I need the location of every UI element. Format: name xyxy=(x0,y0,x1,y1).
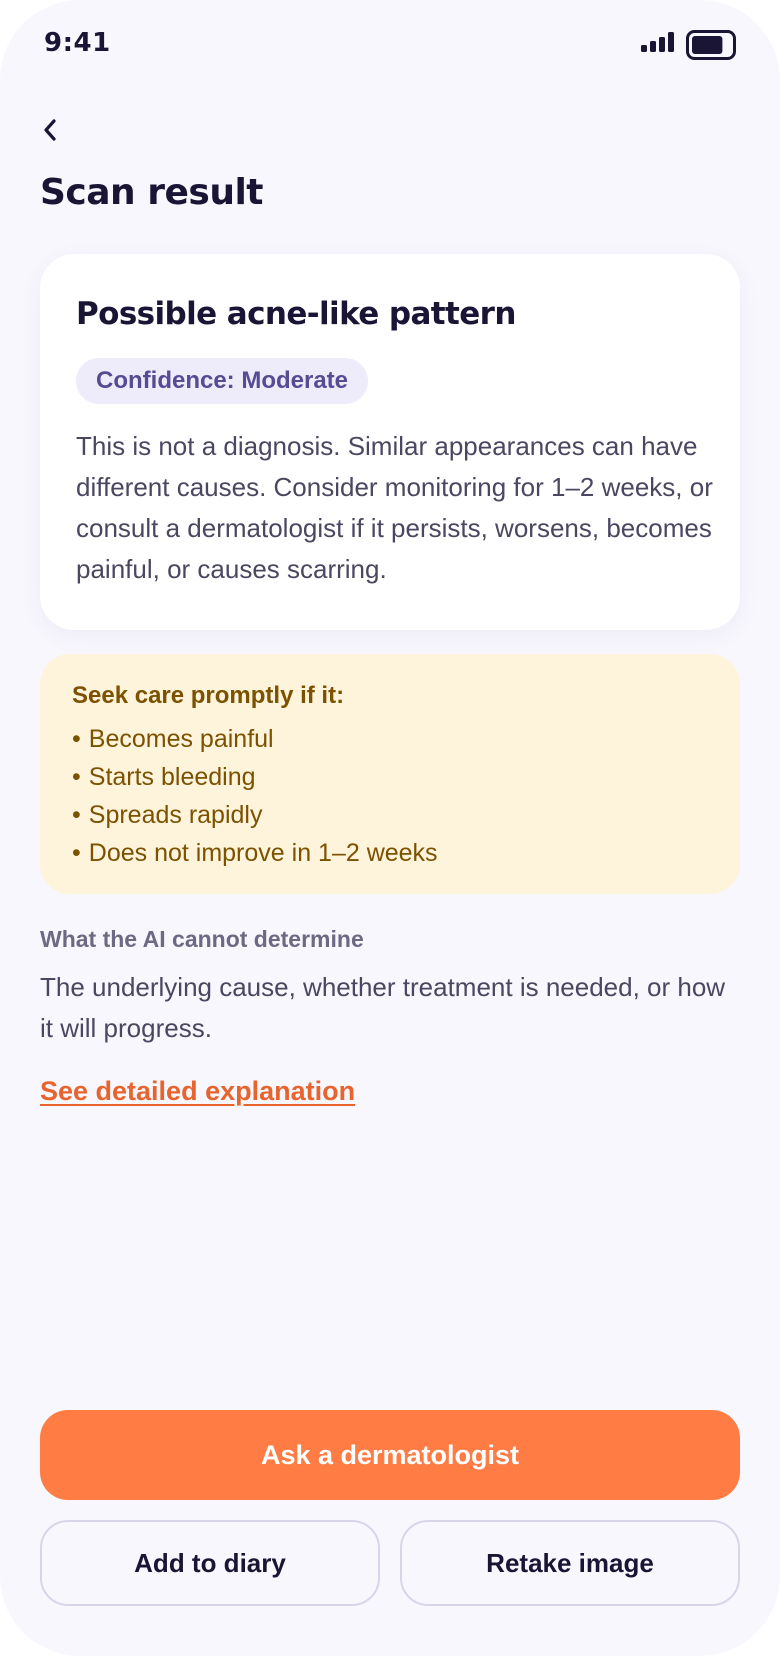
result-description: This is not a diagnosis. Similar appearances can have different causes. Consider monitoring for 1–2 weeks, or consult a dermatologist if it persists, worsens, becomes painful, or causes scarring. xyxy=(76,431,713,584)
result-title: Possible acne-like pattern xyxy=(76,296,516,332)
warning-item: • Does not improve in 1–2 weeks xyxy=(72,834,438,872)
add-to-diary-button[interactable]: Add to diary xyxy=(40,1520,380,1606)
detailed-explanation-link[interactable]: See detailed explanation xyxy=(40,1076,356,1106)
warning-item: • Spreads rapidly xyxy=(72,796,438,834)
battery-icon xyxy=(686,30,736,60)
chevron-left-icon xyxy=(40,115,60,145)
back-button[interactable] xyxy=(28,108,72,152)
signal-bars-icon xyxy=(641,32,675,52)
warning-item: • Becomes painful xyxy=(72,720,438,758)
limits-text: The underlying cause, whether treatment is needed, or how it will progress. xyxy=(40,972,726,1043)
ask-dermatologist-button[interactable]: Ask a dermatologist xyxy=(40,1410,740,1500)
confidence-badge: Confidence: Moderate xyxy=(76,358,368,404)
warning-title: Seek care promptly if it: xyxy=(72,682,345,709)
status-time: 9:41 xyxy=(44,28,111,58)
page-title: Scan result xyxy=(40,172,263,213)
retake-image-button[interactable]: Retake image xyxy=(400,1520,740,1606)
limits-heading: What the AI cannot determine xyxy=(40,926,364,952)
warning-box xyxy=(40,654,740,894)
status-bar xyxy=(0,0,780,90)
result-card xyxy=(40,254,740,630)
warning-list xyxy=(72,720,438,872)
warning-item: • Starts bleeding xyxy=(72,758,438,796)
